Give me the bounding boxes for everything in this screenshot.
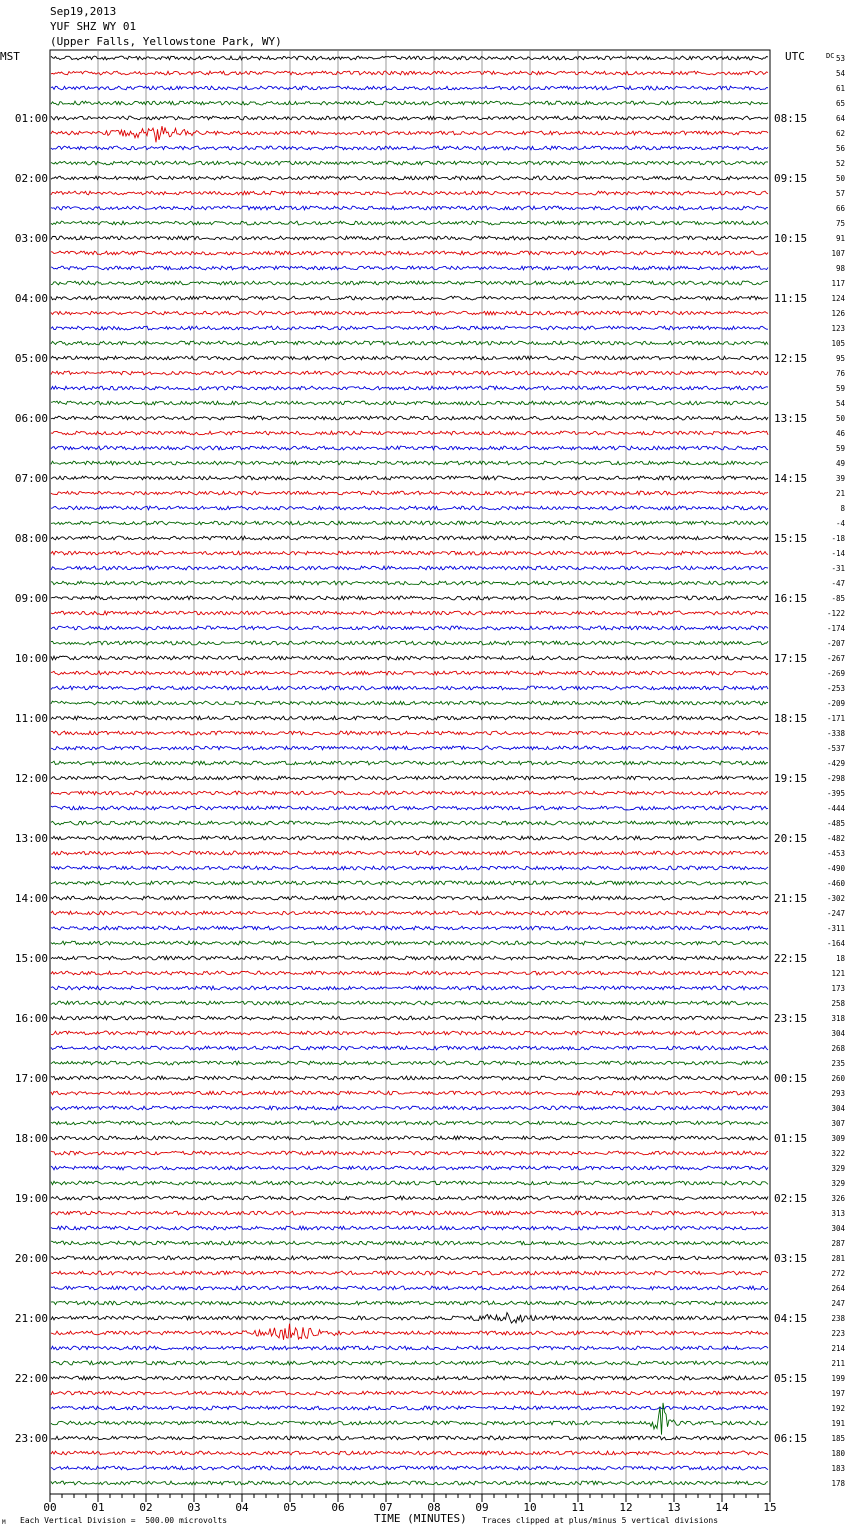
seismic-trace [51, 1151, 768, 1155]
seismic-trace [51, 536, 768, 540]
dc-offset-label: -490 [826, 864, 845, 873]
dc-offset-label: 76 [835, 369, 845, 378]
seismic-trace [51, 86, 768, 90]
seismic-trace [51, 761, 768, 765]
dc-offset-label: 98 [835, 264, 845, 273]
dc-offset-label: -4 [835, 519, 845, 528]
dc-offset-label: 75 [835, 219, 845, 228]
dc-offset-label: 117 [831, 279, 845, 288]
seismic-trace [51, 1301, 768, 1305]
seismic-trace [51, 1451, 768, 1455]
dc-offset-label: 62 [835, 129, 845, 138]
dc-offset-label: -31 [831, 564, 845, 573]
x-tick-label: 12 [619, 1501, 633, 1514]
seismic-trace [51, 731, 768, 735]
seismic-trace [51, 71, 768, 75]
seismic-trace [51, 656, 768, 660]
utc-hour-label: 17:15 [774, 652, 808, 665]
dc-offset-label: 260 [831, 1074, 845, 1083]
x-tick-label: 00 [43, 1501, 57, 1514]
dc-offset-label: 309 [831, 1134, 845, 1143]
x-axis-title: TIME (MINUTES) [374, 1512, 467, 1525]
seismic-trace [51, 1181, 768, 1185]
utc-hour-label: 01:15 [774, 1132, 808, 1145]
seismic-trace [51, 401, 768, 405]
x-tick-label: 14 [715, 1501, 729, 1514]
dc-offset-label: 307 [831, 1119, 845, 1128]
seismic-trace [51, 1286, 768, 1290]
seismic-trace [51, 1016, 768, 1020]
seismic-trace [51, 1121, 768, 1125]
dc-offset-label: 180 [831, 1449, 845, 1458]
mst-hour-label: 11:00 [14, 712, 48, 725]
mst-hour-label: 13:00 [14, 832, 48, 845]
utc-hour-label: 03:15 [774, 1252, 808, 1265]
seismic-trace [51, 641, 768, 645]
dc-offset-label: 59 [835, 384, 845, 393]
right-timezone-label: UTC [785, 50, 805, 63]
x-tick-label: 01 [91, 1501, 105, 1514]
mst-hour-label: 12:00 [14, 772, 48, 785]
dc-offset-label: 191 [831, 1419, 845, 1428]
seismic-trace [51, 296, 768, 300]
seismic-trace [51, 1136, 768, 1140]
seismic-trace [51, 1313, 768, 1323]
utc-hour-label: 16:15 [774, 592, 808, 605]
seismic-trace [51, 1376, 768, 1380]
seismic-trace [51, 251, 768, 255]
dc-offset-label: 185 [831, 1434, 845, 1443]
mst-hour-label: 17:00 [14, 1072, 48, 1085]
dc-offset-label: 53 [835, 54, 845, 63]
dc-offset-label: -209 [826, 699, 845, 708]
dc-offset-label: 56 [835, 144, 845, 153]
dc-offset-label: 247 [831, 1299, 845, 1308]
seismic-trace [51, 386, 768, 390]
dc-offset-label: -253 [826, 684, 845, 693]
utc-hour-label: 15:15 [774, 532, 808, 545]
seismic-trace [51, 1241, 768, 1245]
dc-offset-label: 18 [835, 954, 845, 963]
seismic-trace [51, 281, 768, 285]
dc-offset-label: -207 [826, 639, 845, 648]
mst-hour-label: 19:00 [14, 1192, 48, 1205]
dc-offset-label: 326 [831, 1194, 845, 1203]
seismic-trace [51, 311, 768, 315]
seismic-trace [51, 146, 768, 150]
mst-hour-label: 20:00 [14, 1252, 48, 1265]
dc-offset-label: 52 [835, 159, 845, 168]
dc-offset-header: DC [826, 52, 835, 60]
dc-offset-label: -485 [826, 819, 845, 828]
seismic-trace [51, 1211, 768, 1215]
seismic-trace [51, 956, 768, 960]
seismic-trace [51, 326, 768, 330]
dc-offset-label: 105 [831, 339, 845, 348]
utc-hour-label: 19:15 [774, 772, 808, 785]
mst-hour-label: 16:00 [14, 1012, 48, 1025]
dc-offset-label: 66 [835, 204, 845, 213]
mst-hour-label: 14:00 [14, 892, 48, 905]
dc-offset-label: 21 [835, 489, 845, 498]
dc-offset-label: 91 [835, 234, 845, 243]
dc-offset-label: -174 [826, 624, 845, 633]
seismic-trace [51, 971, 768, 975]
seismic-trace [51, 911, 768, 915]
dc-offset-label: 304 [831, 1029, 845, 1038]
seismic-trace [51, 506, 768, 510]
mst-hour-label: 07:00 [14, 472, 48, 485]
utc-hour-label: 04:15 [774, 1312, 808, 1325]
seismic-trace [51, 1481, 768, 1485]
x-tick-label: 02 [139, 1501, 153, 1514]
seismic-trace [51, 521, 768, 525]
left-timezone-label: MST [0, 50, 20, 63]
seismic-trace [51, 821, 768, 825]
seismic-trace [51, 416, 768, 420]
footer-mark: M [2, 1519, 6, 1526]
dc-offset-label: 121 [831, 969, 845, 978]
seismic-trace [51, 776, 768, 780]
dc-offset-label: -453 [826, 849, 845, 858]
dc-offset-label: 178 [831, 1479, 845, 1488]
seismic-trace [51, 116, 768, 120]
seismic-trace [51, 1106, 768, 1110]
seismic-trace [51, 941, 768, 945]
seismic-trace [51, 176, 768, 180]
seismic-trace [51, 836, 768, 840]
seismic-trace [51, 986, 768, 990]
mst-hour-label: 03:00 [14, 232, 48, 245]
x-tick-label: 10 [523, 1501, 537, 1514]
mst-hour-label: 01:00 [14, 112, 48, 125]
dc-offset-label: -171 [826, 714, 845, 723]
seismic-trace [51, 581, 768, 585]
utc-hour-label: 22:15 [774, 952, 808, 965]
seismic-trace [51, 1391, 768, 1395]
dc-offset-label: 272 [831, 1269, 845, 1278]
dc-offset-label: 238 [831, 1314, 845, 1323]
mst-hour-label: 08:00 [14, 532, 48, 545]
dc-offset-label: 211 [831, 1359, 845, 1368]
seismic-trace [51, 461, 768, 465]
mst-hour-label: 09:00 [14, 592, 48, 605]
x-tick-label: 07 [379, 1501, 393, 1514]
dc-offset-label: 313 [831, 1209, 845, 1218]
seismic-trace [51, 686, 768, 690]
seismic-trace [51, 806, 768, 810]
seismic-trace [51, 126, 768, 142]
mst-hour-label: 21:00 [14, 1312, 48, 1325]
seismic-trace [51, 341, 768, 345]
seismic-trace [51, 1256, 768, 1260]
seismic-trace [51, 1076, 768, 1080]
dc-offset-label: -269 [826, 669, 845, 678]
seismic-trace [51, 626, 768, 630]
dc-offset-label: 183 [831, 1464, 845, 1473]
seismic-trace [51, 206, 768, 210]
seismic-trace [51, 701, 768, 705]
dc-offset-label: 264 [831, 1284, 845, 1293]
dc-offset-label: 235 [831, 1059, 845, 1068]
x-tick-label: 06 [331, 1501, 345, 1514]
dc-offset-label: 268 [831, 1044, 845, 1053]
header-location: (Upper Falls, Yellowstone Park, WY) [50, 35, 282, 48]
dc-offset-label: 49 [835, 459, 845, 468]
utc-hour-label: 12:15 [774, 352, 808, 365]
mst-hour-label: 18:00 [14, 1132, 48, 1145]
seismic-trace [51, 716, 768, 720]
utc-hour-label: 23:15 [774, 1012, 808, 1025]
dc-offset-label: 293 [831, 1089, 845, 1098]
utc-hour-label: 06:15 [774, 1432, 808, 1445]
seismic-trace [51, 1061, 768, 1065]
mst-hour-label: 06:00 [14, 412, 48, 425]
seismic-trace [51, 746, 768, 750]
seismic-trace [51, 371, 768, 375]
x-tick-label: 15 [763, 1501, 777, 1514]
dc-offset-label: 199 [831, 1374, 845, 1383]
dc-offset-label: 54 [835, 399, 845, 408]
dc-offset-label: 50 [835, 414, 845, 423]
dc-offset-label: 57 [835, 189, 845, 198]
x-tick-label: 08 [427, 1501, 441, 1514]
dc-offset-label: 126 [831, 309, 845, 318]
dc-offset-label: 304 [831, 1224, 845, 1233]
seismic-trace [51, 1466, 768, 1470]
mst-hour-label: 10:00 [14, 652, 48, 665]
utc-hour-label: 13:15 [774, 412, 808, 425]
seismic-trace [51, 551, 768, 555]
seismic-trace [51, 926, 768, 930]
dc-offset-label: -429 [826, 759, 845, 768]
seismic-trace [51, 671, 768, 675]
seismic-trace [51, 1031, 768, 1035]
mst-hour-label: 15:00 [14, 952, 48, 965]
seismic-trace [51, 101, 768, 105]
dc-offset-label: -311 [826, 924, 845, 933]
dc-offset-label: 258 [831, 999, 845, 1008]
dc-offset-label: -444 [826, 804, 845, 813]
x-tick-label: 05 [283, 1501, 297, 1514]
dc-offset-label: 281 [831, 1254, 845, 1263]
seismic-trace [51, 236, 768, 240]
dc-offset-label: -395 [826, 789, 845, 798]
seismic-trace [51, 191, 768, 195]
mst-hour-label: 22:00 [14, 1372, 48, 1385]
seismic-trace [51, 221, 768, 225]
utc-hour-label: 09:15 [774, 172, 808, 185]
seismic-trace [51, 446, 768, 450]
utc-hour-label: 20:15 [774, 832, 808, 845]
dc-offset-label: -267 [826, 654, 845, 663]
dc-offset-label: 287 [831, 1239, 845, 1248]
seismic-trace [51, 1271, 768, 1275]
utc-hour-label: 05:15 [774, 1372, 808, 1385]
seismic-trace [51, 1091, 768, 1095]
seismic-trace [51, 1196, 768, 1200]
dc-offset-label: -338 [826, 729, 845, 738]
dc-offset-label: 61 [835, 84, 845, 93]
dc-offset-label: 322 [831, 1149, 845, 1158]
dc-offset-label: 223 [831, 1329, 845, 1338]
footer-scale-note: Each Vertical Division = 500.00 microvolts [20, 1516, 228, 1525]
dc-offset-label: 318 [831, 1014, 845, 1023]
dc-offset-label: 124 [831, 294, 845, 303]
dc-offset-label: -14 [831, 549, 845, 558]
header-date: Sep19,2013 [50, 5, 117, 18]
seismic-trace [51, 1226, 768, 1230]
dc-offset-label: 107 [831, 249, 845, 258]
seismic-trace [51, 566, 768, 570]
utc-hour-label: 10:15 [774, 232, 808, 245]
dc-offset-label: 50 [835, 174, 845, 183]
mst-hour-label: 23:00 [14, 1432, 48, 1445]
mst-hour-label: 02:00 [14, 172, 48, 185]
seismic-trace [51, 1166, 768, 1170]
dc-offset-label: 173 [831, 984, 845, 993]
x-tick-label: 13 [667, 1501, 681, 1514]
header-station: YUF SHZ WY 01 [50, 20, 137, 33]
seismic-trace [51, 866, 768, 870]
seismic-trace [51, 1403, 768, 1435]
dc-offset-label: -122 [826, 609, 845, 618]
utc-hour-label: 02:15 [774, 1192, 808, 1205]
seismic-trace [51, 491, 768, 495]
seismic-trace [51, 851, 768, 855]
seismic-trace [51, 431, 768, 435]
dc-offset-label: -537 [826, 744, 845, 753]
mst-hour-label: 04:00 [14, 292, 48, 305]
seismic-trace [51, 881, 768, 885]
dc-offset-label: -18 [831, 534, 845, 543]
seismic-trace [51, 476, 768, 480]
seismic-trace [51, 596, 768, 600]
dc-offset-label: 123 [831, 324, 845, 333]
dc-offset-label: 64 [835, 114, 845, 123]
dc-offset-label: -164 [826, 939, 845, 948]
dc-offset-label: 59 [835, 444, 845, 453]
utc-hour-label: 21:15 [774, 892, 808, 905]
seismic-trace [51, 1046, 768, 1050]
seismic-trace [51, 266, 768, 270]
x-tick-label: 11 [571, 1501, 585, 1514]
seismic-trace [51, 356, 768, 360]
dc-offset-label: 197 [831, 1389, 845, 1398]
dc-offset-label: -302 [826, 894, 845, 903]
dc-offset-label: 304 [831, 1104, 845, 1113]
seismic-trace [51, 1436, 768, 1440]
seismic-trace [51, 791, 768, 795]
dc-offset-label: -298 [826, 774, 845, 783]
seismic-trace [51, 1361, 768, 1365]
dc-offset-label: 329 [831, 1164, 845, 1173]
dc-offset-label: 65 [835, 99, 845, 108]
seismic-trace [51, 896, 768, 900]
seismic-trace [51, 161, 768, 165]
seismic-trace [51, 611, 768, 615]
mst-hour-label: 05:00 [14, 352, 48, 365]
utc-hour-label: 00:15 [774, 1072, 808, 1085]
dc-offset-label: 214 [831, 1344, 845, 1353]
utc-hour-label: 08:15 [774, 112, 808, 125]
x-tick-label: 09 [475, 1501, 489, 1514]
dc-offset-label: 54 [835, 69, 845, 78]
dc-offset-label: 46 [835, 429, 845, 438]
footer-clip-note: Traces clipped at plus/minus 5 vertical divisions [482, 1516, 719, 1525]
dc-offset-label: 8 [840, 504, 845, 513]
seismic-trace [51, 1346, 768, 1350]
seismic-trace [51, 1324, 768, 1340]
dc-offset-label: 329 [831, 1179, 845, 1188]
seismic-trace [51, 1001, 768, 1005]
dc-offset-label: 192 [831, 1404, 845, 1413]
x-tick-label: 03 [187, 1501, 201, 1514]
utc-hour-label: 11:15 [774, 292, 808, 305]
dc-offset-label: -482 [826, 834, 845, 843]
dc-offset-label: -460 [826, 879, 845, 888]
utc-hour-label: 18:15 [774, 712, 808, 725]
utc-hour-label: 14:15 [774, 472, 808, 485]
dc-offset-label: 95 [835, 354, 845, 363]
seismic-trace [51, 56, 768, 60]
dc-offset-label: -85 [831, 594, 845, 603]
dc-offset-label: 39 [835, 474, 845, 483]
dc-offset-label: -247 [826, 909, 845, 918]
x-tick-label: 04 [235, 1501, 249, 1514]
dc-offset-label: -47 [831, 579, 845, 588]
